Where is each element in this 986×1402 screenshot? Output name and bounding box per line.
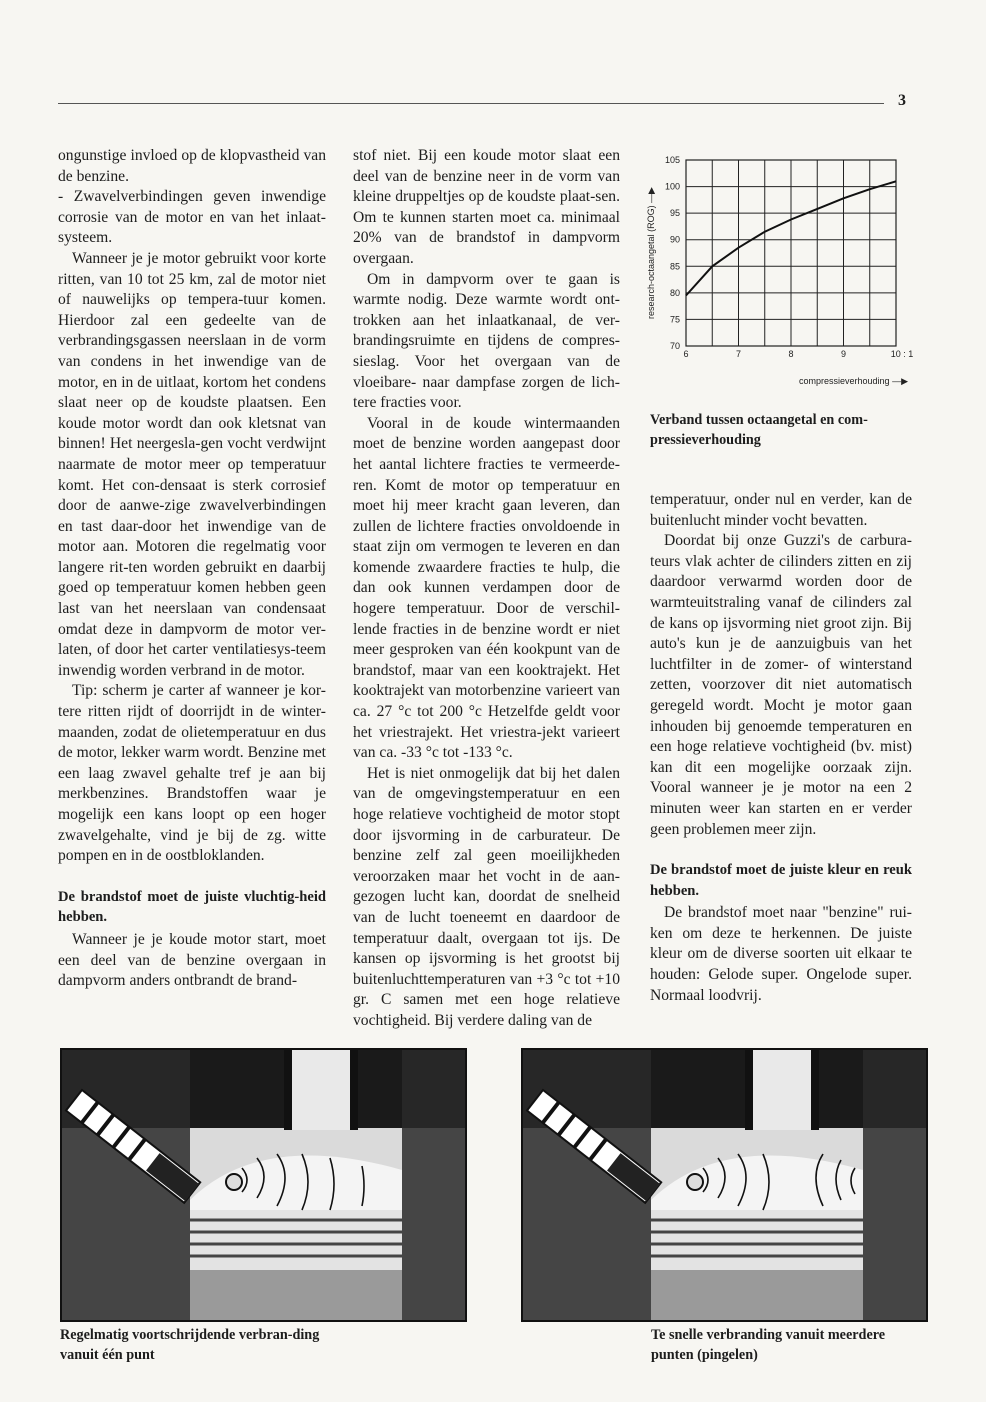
combustion-illustration-multi-point — [521, 1048, 928, 1322]
y-tick-label: 95 — [669, 208, 680, 219]
text-column-3 — [650, 490, 912, 1006]
x-tick-label: 6 — [683, 349, 689, 359]
page-number: 3 — [898, 92, 906, 109]
paragraph: Wanneer je je motor gebruikt voor korte ritten, van 10 tot 25 km, zal de motor niet of nauwelijks op tempera-tuur komen. Hierdoor zal een gedeelte van de verbrandingsgassen neerslaan in de vorm van condens in het inwendige van de motor, en in de uitlaat, kortom het condens slaat neer op de koudste plaatsen. Een koude motor wordt dan ook kletsnat van binnen! Het neergesla-gen vocht verdwijnt naarmate de motor meer op temperatuur komt. Het con-densaat is sterk corrosief door de aanwe-zige zwavelverbindingen en tast daar-door het inwendige van de motor aan. Motoren die regelmatig voor langere rit-ten worden gebruikt en daarbij goed op temperatuur komen hebben geen last van het neerslaan van condensaat omdat deze in dampvorm de motor ver-laten, of door het carter ventilatiesys-teem inwendig worden verbrand in de motor. — [58, 249, 326, 679]
paragraph: Om in dampvorm over te gaan is warmte nodig. Deze warmte wordt ont-trokken aan het inlaatkanaal, de ver-brandingsruimte en tijdens de compres-sieslag. Voor het overgaan van de vloeibare- naar dampfase zorgen de lich-tere fracties voor. — [353, 270, 620, 412]
y-tick-label: 100 — [664, 181, 680, 192]
y-axis-label: research-octaangetal (ROG) —▶ — [646, 187, 656, 319]
paragraph: Vooral in de koude wintermaanden moet de benzine worden aangepast door het aantal lichtere fracties te vermeerde-ren. Komt de motor op temperatuur en moet hij meer kracht gaan leveren, dan zullen de lichtere fracties onvoldoende in staat zijn om vermogen te leveren en dan komende zwaardere fracties te hulp, die dan ook kunnen verdampen door de hogere temperatuur. Door de verschil-lende fracties in de benzine wordt er niet meer gesproken van één kookpunt van de brandstof, maar van een kooktrajekt. Het kooktrajekt van motorbenzine varieert van ca. 27 °c tot 200 °c Hetzelfde geldt voor het vriestrajekt. Het vriestra-jekt varieert van ca. -33 °c tot -133 °c. — [353, 414, 620, 762]
paragraph: Het is niet onmogelijk dat bij het dalen van de omgevingstemperatuur en een hoge relatieve vochtigheid de motor stopt door ijsvorming in de carburateur. De benzine zelf zal geen moeilijkheden veroorzaken maar het vocht in de aan-gezogen lucht kan, doordat de snelheid van de lucht toeneemt en daardoor de temperatuur daalt, overgaan tot ijs. De kansen op ijsvorming is het grootst bij buitenluchttemperaturen van +3 °c tot +10 gr. C samen met een hoge relatieve vochtigheid. Bij verdere daling van de — [353, 764, 620, 1029]
engine-cross-section-image — [523, 1050, 926, 1320]
paragraph: Tip: scherm je carter af wanneer je kor-tere ritten rijdt of doorrijdt in de winter-maanden, zodat de olietemperatuur en dus de motor, lekker warm wordt. Benzine met een laag zwavel gehalte tref je aan bij merkbenzines. Brandstoffen waar je mogelijk een kans loopt op een hoger zwavelgehalte, vind je bij de zg. witte pompen en in de oostbloklanden. — [58, 682, 326, 865]
figure-caption-2: Te snelle verbranding vanuit meerdere punten (pingelen) — [651, 1327, 886, 1363]
paragraph: De brandstof moet naar "benzine" rui-ken om deze te herkennen. De juiste kleur om de diverse soorten uit elkaar te houden: Gelode super. Ongelode super. Normaal loodvrij. — [650, 904, 912, 1004]
paragraph: - Zwavelverbindingen geven inwendige corrosie van de motor en van het inlaat-systeem. — [58, 188, 326, 247]
text-column-2 — [353, 146, 620, 1032]
paragraph: ongunstige invloed op de klopvastheid van de benzine. — [58, 147, 326, 185]
y-tick-label: 105 — [664, 155, 680, 165]
text-column-1 — [58, 146, 326, 992]
chart-caption: Verband tussen octaangetal en com-pressieverhouding — [650, 412, 868, 448]
header-rule — [58, 103, 884, 104]
x-tick-label: 9 — [840, 349, 847, 359]
y-tick-label: 70 — [669, 341, 680, 351]
x-tick-label: 10 : 1 — [890, 349, 914, 359]
y-tick-label: 80 — [669, 287, 680, 298]
chart-svg — [640, 148, 920, 393]
paragraph: Wanneer je je koude motor start, moet een deel van de benzine overgaan in dampvorm anders ontbrandt de brand- — [58, 930, 326, 990]
engine-cross-section-image — [62, 1050, 465, 1320]
paragraph: stof niet. Bij een koude motor slaat een deel van de benzine neer in de vorm van kleine druppeltjes op de koudste plaat-sen. Om te kunnen starten moet ca. minimaal 20% van de brandstof in dampvorm overgaan. — [353, 147, 620, 267]
section-heading: De brandstof moet de juiste vluchtig-heid hebben. — [58, 888, 326, 926]
octane-compression-chart — [640, 148, 920, 393]
section-heading: De brandstof moet de juiste kleur en reuk hebben. — [650, 862, 912, 899]
x-tick-label: 7 — [735, 349, 742, 359]
y-tick-label: 85 — [669, 261, 680, 272]
paragraph: Doordat bij onze Guzzi's de carbura-teurs vlak achter de cilinders zitten en zij daardoor verwarmd worden door de warmteuitstraling vanaf de cilinders zal de kans op ijsvorming niet groot zijn. Bij auto's kun je de aanzuigbuis van het luchtfilter in de zomer- of winterstand zetten, voorzover dit niet automatisch geregeld wordt. Mocht je motor gaan inhouden bij genoemde temperaturen en een hoge relatieve vochtigheid (bv. mist) kan dit een mogelijke oorzaak zijn. Vooral wanneer je je motor na een 2 minuten weer kan starten en er verder geen problemen meer zijn. — [650, 532, 912, 838]
paragraph: temperatuur, onder nul en verder, kan de buitenlucht minder vocht bevatten. — [650, 491, 912, 529]
y-tick-label: 90 — [669, 234, 680, 245]
y-tick-label: 75 — [669, 314, 680, 325]
combustion-illustration-single-point — [60, 1048, 467, 1322]
figure-caption-1: Regelmatig voortschrijdende verbran-ding vanuit één punt — [60, 1327, 320, 1363]
x-tick-label: 8 — [788, 349, 794, 359]
x-axis-label: compressieverhouding —▶ — [799, 376, 908, 386]
